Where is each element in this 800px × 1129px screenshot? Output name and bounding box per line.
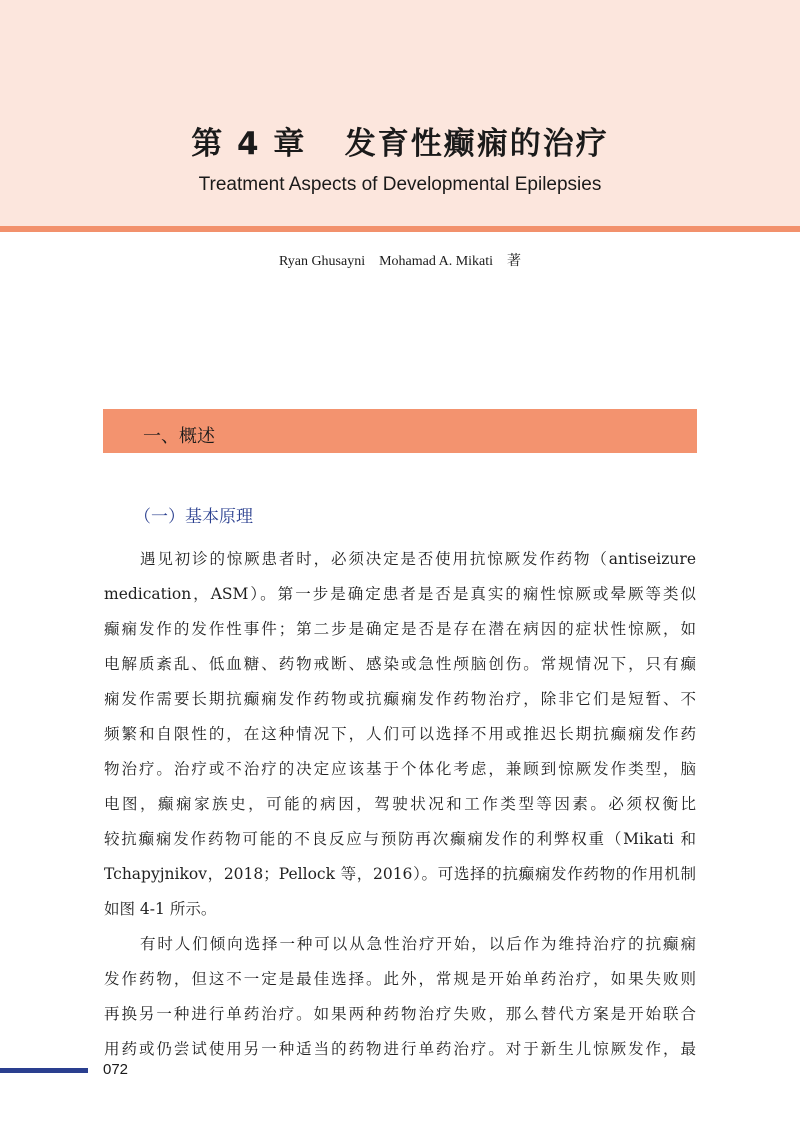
paragraph-line: 电解质紊乱、低血糖、药物戒断、感染或急性颅脑创伤。常规情况下，只有癫 <box>104 655 696 673</box>
paragraph-line: 较抗癫痫发作药物可能的不良反应与预防再次癫痫发作的利弊权重（Mikati 和 <box>104 830 696 848</box>
paragraph-line: 用药或仍尝试使用另一种适当的药物进行单药治疗。对于新生儿惊厥发作，最 <box>104 1040 696 1058</box>
paragraph-line: 有时人们倾向选择一种可以从急性治疗开始，以后作为维持治疗的抗癫痫 <box>140 935 696 953</box>
authors: Ryan Ghusayni Mohamad A. Mikati 著 <box>278 254 522 269</box>
paragraph-line: 发作药物，但这不一定是最佳选择。此外，常规是开始单药治疗，如果失败则 <box>104 970 696 988</box>
paragraph-line: 电图，癫痫家族史，可能的病因，驾驶状况和工作类型等因素。必须权衡比 <box>104 795 696 813</box>
chapter-title: 第 4 章 发育性癫痫的治疗 <box>191 126 609 162</box>
paragraph-line: 癫痫发作的发作性事件；第二步是确定是否是存在潜在病因的症状性惊厥，如 <box>104 620 696 638</box>
footer-accent-bar <box>0 1068 88 1073</box>
paragraph-line: 遇见初诊的惊厥患者时，必须决定是否使用抗惊厥发作药物（antiseizure <box>140 550 696 568</box>
chapter-subtitle: Treatment Aspects of Developmental Epilepsies <box>198 174 602 195</box>
paragraph-line: 物治疗。治疗或不治疗的决定应该基于个体化考虑，兼顾到惊厥发作类型，脑 <box>104 760 696 778</box>
paragraph-line: 再换另一种进行单药治疗。如果两种药物治疗失败，那么替代方案是开始联合 <box>104 1005 696 1023</box>
paragraph-line: Tchapyjnikov，2018；Pellock 等，2016）。可选择的抗癫痫发作药物的作用机制 <box>104 865 696 883</box>
paragraph-line: medication，ASM）。第一步是确定患者是否是真实的痫性惊厥或晕厥等类似 <box>104 585 696 603</box>
section-title: 一、概述 <box>143 426 215 447</box>
subsection-title: （一）基本原理 <box>134 507 253 527</box>
paragraph-line: 痫发作需要长期抗癫痫发作药物或抗癫痫发作药物治疗，除非它们是短暂、不 <box>104 690 696 708</box>
paragraph-line: 如图 4-1 所示。 <box>104 900 217 918</box>
paragraph-line: 频繁和自限性的，在这种情况下，人们可以选择不用或推迟长期抗癫痫发作药 <box>104 725 696 743</box>
header-divider <box>0 226 800 232</box>
page-number: 072 <box>103 1061 129 1078</box>
